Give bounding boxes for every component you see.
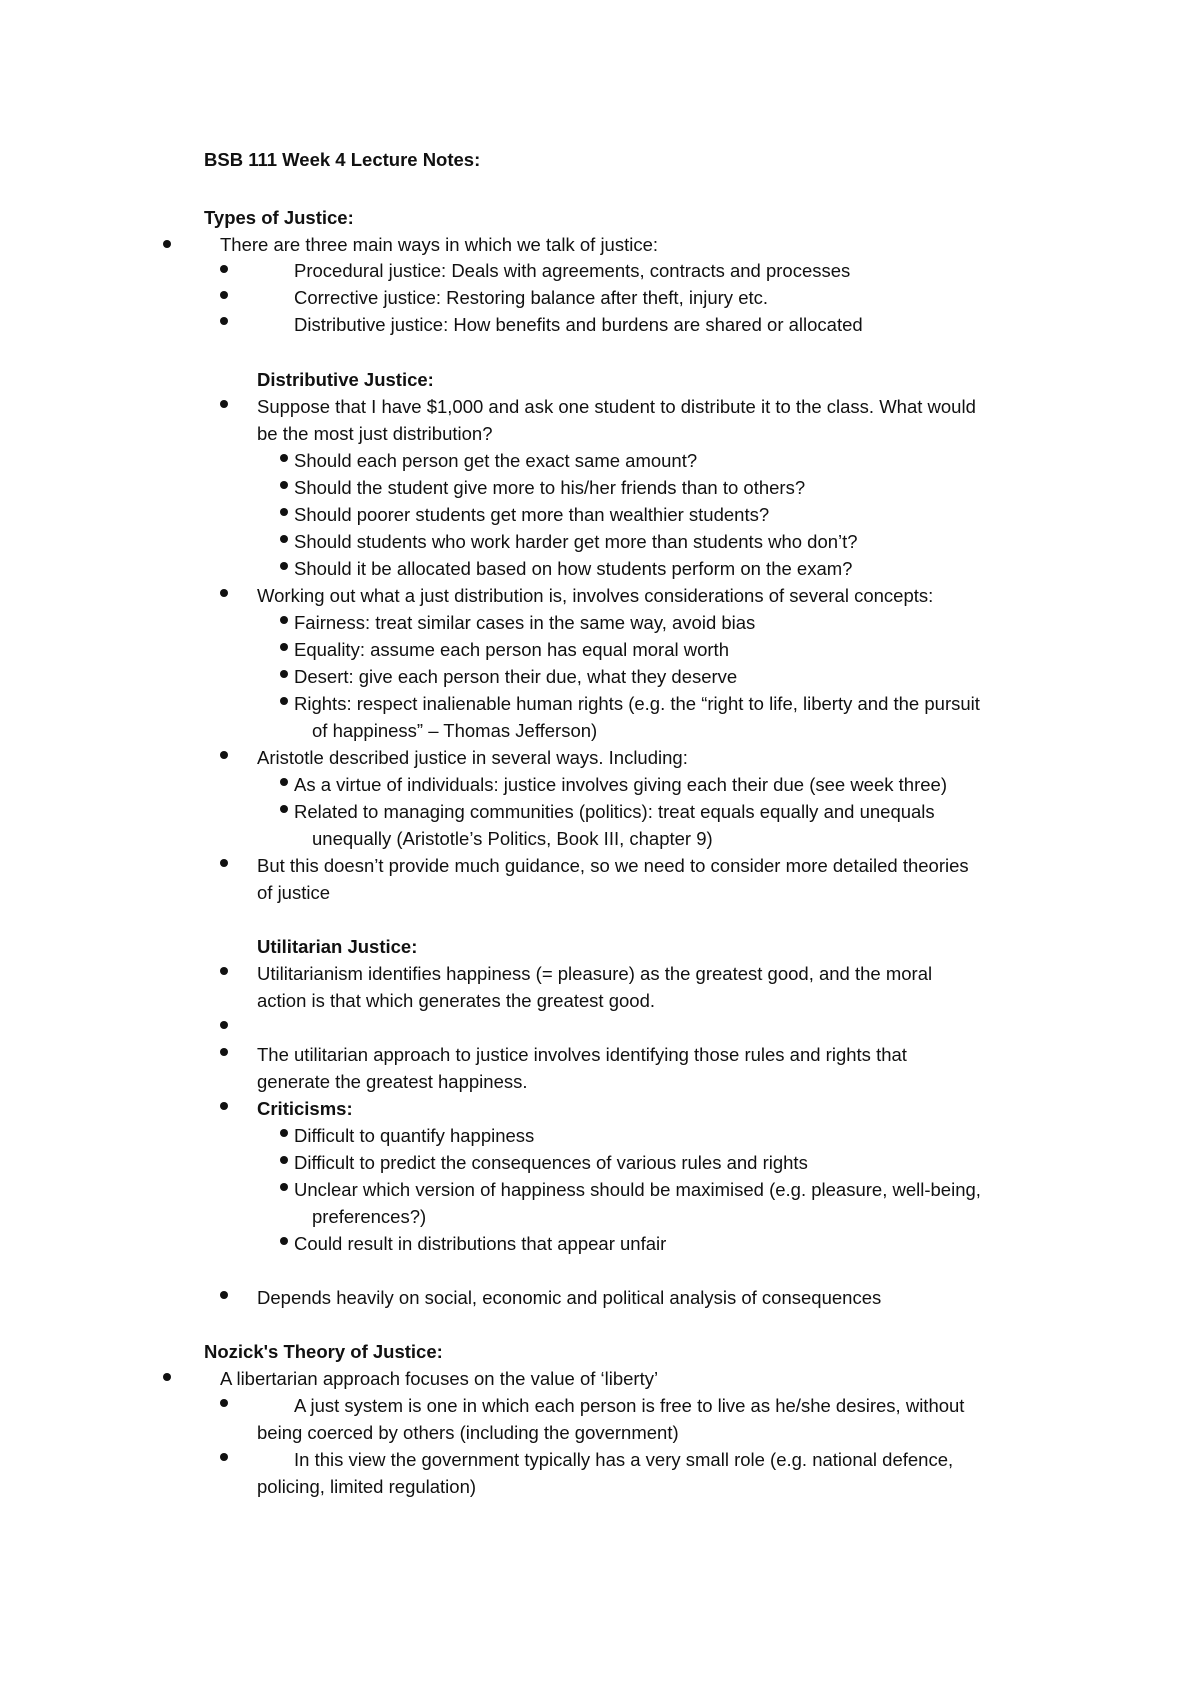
concept-rights-line-1: Rights: respect inalienable human rights (e.g. the “right to life, liberty and the pursuit <box>294 693 980 714</box>
distributive-paragraph-1-line-2: be the most just distribution? <box>257 423 493 444</box>
question-item: Should poorer students get more than wealthier students? <box>294 504 770 525</box>
bullet-icon <box>280 778 288 786</box>
types-intro: There are three main ways in which we talk of justice: <box>220 234 659 255</box>
utilitarian-paragraph-3: Depends heavily on social, economic and political analysis of consequences <box>257 1287 882 1308</box>
nozick-item-2-line-2: policing, limited regulation) <box>257 1476 477 1497</box>
nozick-item-2-line-1: In this view the government typically has a very small role (e.g. national defence, <box>294 1449 954 1470</box>
utilitarian-paragraph-1-line-2: action is that which generates the greatest good. <box>257 990 656 1011</box>
question-item: Should students who work harder get more than students who don’t? <box>294 531 858 552</box>
bullet-icon <box>280 805 288 813</box>
criticism-item-3-line-1: Unclear which version of happiness should be maximised (e.g. pleasure, well-being, <box>294 1179 981 1200</box>
question-item: Should the student give more to his/her friends than to others? <box>294 477 806 498</box>
bullet-icon <box>280 643 288 651</box>
bullet-icon <box>280 1183 288 1191</box>
bullet-icon <box>280 616 288 624</box>
bullet-icon <box>280 535 288 543</box>
criticism-item-2: Difficult to predict the consequences of various rules and rights <box>294 1152 808 1173</box>
bullet-icon <box>220 967 228 975</box>
utilitarian-paragraph-2-line-1: The utilitarian approach to justice involves identifying those rules and rights that <box>257 1044 907 1065</box>
question-item: Should it be allocated based on how students perform on the exam? <box>294 558 853 579</box>
bullet-icon <box>280 562 288 570</box>
aristotle-item-2-line-2: unequally (Aristotle’s Politics, Book III, chapter 9) <box>312 828 713 849</box>
bullet-icon <box>220 317 228 325</box>
bullet-icon <box>280 697 288 705</box>
bullet-icon <box>280 481 288 489</box>
concept-equality: Equality: assume each person has equal moral worth <box>294 639 729 660</box>
criticism-item-4: Could result in distributions that appear unfair <box>294 1233 667 1254</box>
concept-desert: Desert: give each person their due, what they deserve <box>294 666 738 687</box>
distributive-paragraph-4-line-2: of justice <box>257 882 331 903</box>
nozick-item-1-line-1: A just system is one in which each person is free to live as he/she desires, without <box>294 1395 965 1416</box>
bullet-icon <box>220 400 228 408</box>
bullet-icon <box>220 589 228 597</box>
list-item-distributive: Distributive justice: How benefits and burdens are shared or allocated <box>294 314 863 335</box>
distributive-paragraph-2: Working out what a just distribution is, involves considerations of several concepts: <box>257 585 934 606</box>
concept-fairness: Fairness: treat similar cases in the same way, avoid bias <box>294 612 756 633</box>
bullet-icon <box>280 1129 288 1137</box>
bullet-icon <box>280 1156 288 1164</box>
utilitarian-paragraph-1-line-1: Utilitarianism identifies happiness (= pleasure) as the greatest good, and the moral <box>257 963 933 984</box>
question-item: Should each person get the exact same amount? <box>294 450 698 471</box>
list-item-procedural: Procedural justice: Deals with agreements, contracts and processes <box>294 260 851 281</box>
bullet-icon <box>220 1048 228 1056</box>
distributive-paragraph-3: Aristotle described justice in several ways. Including: <box>257 747 688 768</box>
nozick-intro: A libertarian approach focuses on the value of ‘liberty’ <box>220 1368 659 1389</box>
bullet-icon <box>220 1291 228 1299</box>
bullet-icon <box>220 1399 228 1407</box>
bullet-icon <box>280 454 288 462</box>
section-heading-nozick: Nozick's Theory of Justice: <box>204 1341 443 1362</box>
section-heading-utilitarian-justice: Utilitarian Justice: <box>257 936 418 957</box>
list-item-corrective: Corrective justice: Restoring balance after theft, injury etc. <box>294 287 769 308</box>
aristotle-item-1: As a virtue of individuals: justice involves giving each their due (see week three) <box>294 774 947 795</box>
bullet-icon <box>220 1453 228 1461</box>
section-heading-distributive-justice: Distributive Justice: <box>257 369 434 390</box>
utilitarian-paragraph-2-line-2: generate the greatest happiness. <box>257 1071 528 1092</box>
bullet-icon <box>280 1237 288 1245</box>
bullet-icon <box>220 1021 228 1029</box>
aristotle-item-2-line-1: Related to managing communities (politics): treat equals equally and unequals <box>294 801 935 822</box>
distributive-paragraph-1-line-1: Suppose that I have $1,000 and ask one student to distribute it to the class. What would <box>257 396 976 417</box>
bullet-icon <box>220 859 228 867</box>
criticisms-label: Criticisms: <box>257 1098 353 1119</box>
bullet-icon <box>220 751 228 759</box>
bullet-icon <box>220 265 228 273</box>
distributive-paragraph-4-line-1: But this doesn’t provide much guidance, so we need to consider more detailed theories <box>257 855 969 876</box>
nozick-item-1-line-2: being coerced by others (including the government) <box>257 1422 679 1443</box>
bullet-icon <box>280 508 288 516</box>
bullet-icon <box>280 670 288 678</box>
bullet-icon <box>220 1102 228 1110</box>
document-title: BSB 111 Week 4 Lecture Notes: <box>204 149 481 170</box>
section-heading-types-of-justice: Types of Justice: <box>204 207 354 228</box>
bullet-icon <box>163 1373 171 1381</box>
criticism-item-1: Difficult to quantify happiness <box>294 1125 535 1146</box>
criticism-item-3-line-2: preferences?) <box>312 1206 427 1227</box>
concept-rights-line-2: of happiness” – Thomas Jefferson) <box>312 720 598 741</box>
bullet-icon <box>163 240 171 248</box>
bullet-icon <box>220 291 228 299</box>
